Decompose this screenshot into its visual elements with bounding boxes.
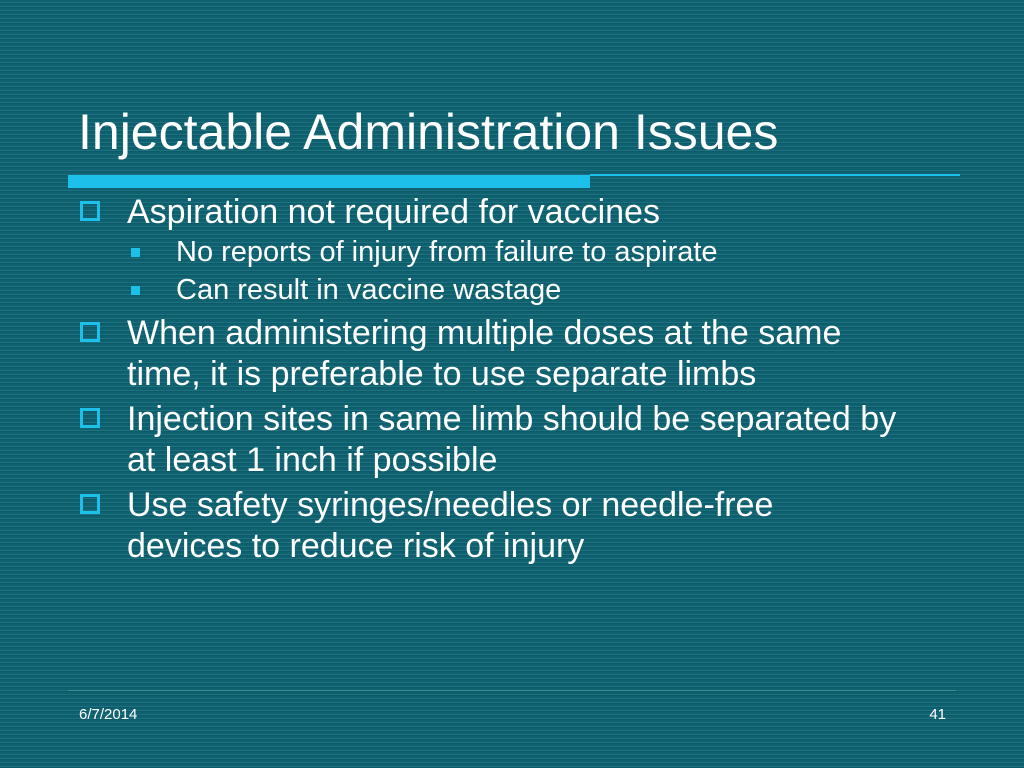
hollow-square-bullet-icon [80, 201, 100, 221]
hollow-square-bullet-icon [80, 494, 100, 514]
bullet-item [78, 399, 898, 481]
slide-title: Injectable Administration Issues [78, 104, 779, 160]
filled-square-bullet-icon [131, 286, 140, 295]
hollow-square-bullet-icon [80, 408, 100, 428]
bullet-list [78, 192, 898, 567]
hollow-square-bullet-icon [80, 322, 100, 342]
bullet-item [78, 192, 898, 233]
title-underline-thin [590, 174, 960, 176]
sub-bullet-item [78, 271, 898, 309]
filled-square-bullet-icon [131, 248, 140, 257]
bullet-item [78, 313, 898, 395]
bullet-text: When administering multiple doses at the same time, it is preferable to use separate limbs [127, 314, 842, 393]
title-underline-thick [68, 175, 590, 188]
bullet-text: Injection sites in same limb should be separated by at least 1 inch if possible [127, 400, 897, 479]
sub-bullet-item [78, 233, 898, 271]
sub-bullet-text: Can result in vaccine wastage [176, 274, 562, 306]
bullet-item [78, 485, 898, 567]
sub-bullet-text: No reports of injury from failure to aspirate [176, 236, 718, 268]
slide-number: 41 [929, 706, 946, 723]
footer-date: 6/7/2014 [79, 706, 138, 723]
footer-divider [68, 690, 956, 691]
bullet-text: Use safety syringes/needles or needle-free devices to reduce risk of injury [127, 486, 774, 565]
bullet-text: Aspiration not required for vaccines [127, 193, 660, 231]
